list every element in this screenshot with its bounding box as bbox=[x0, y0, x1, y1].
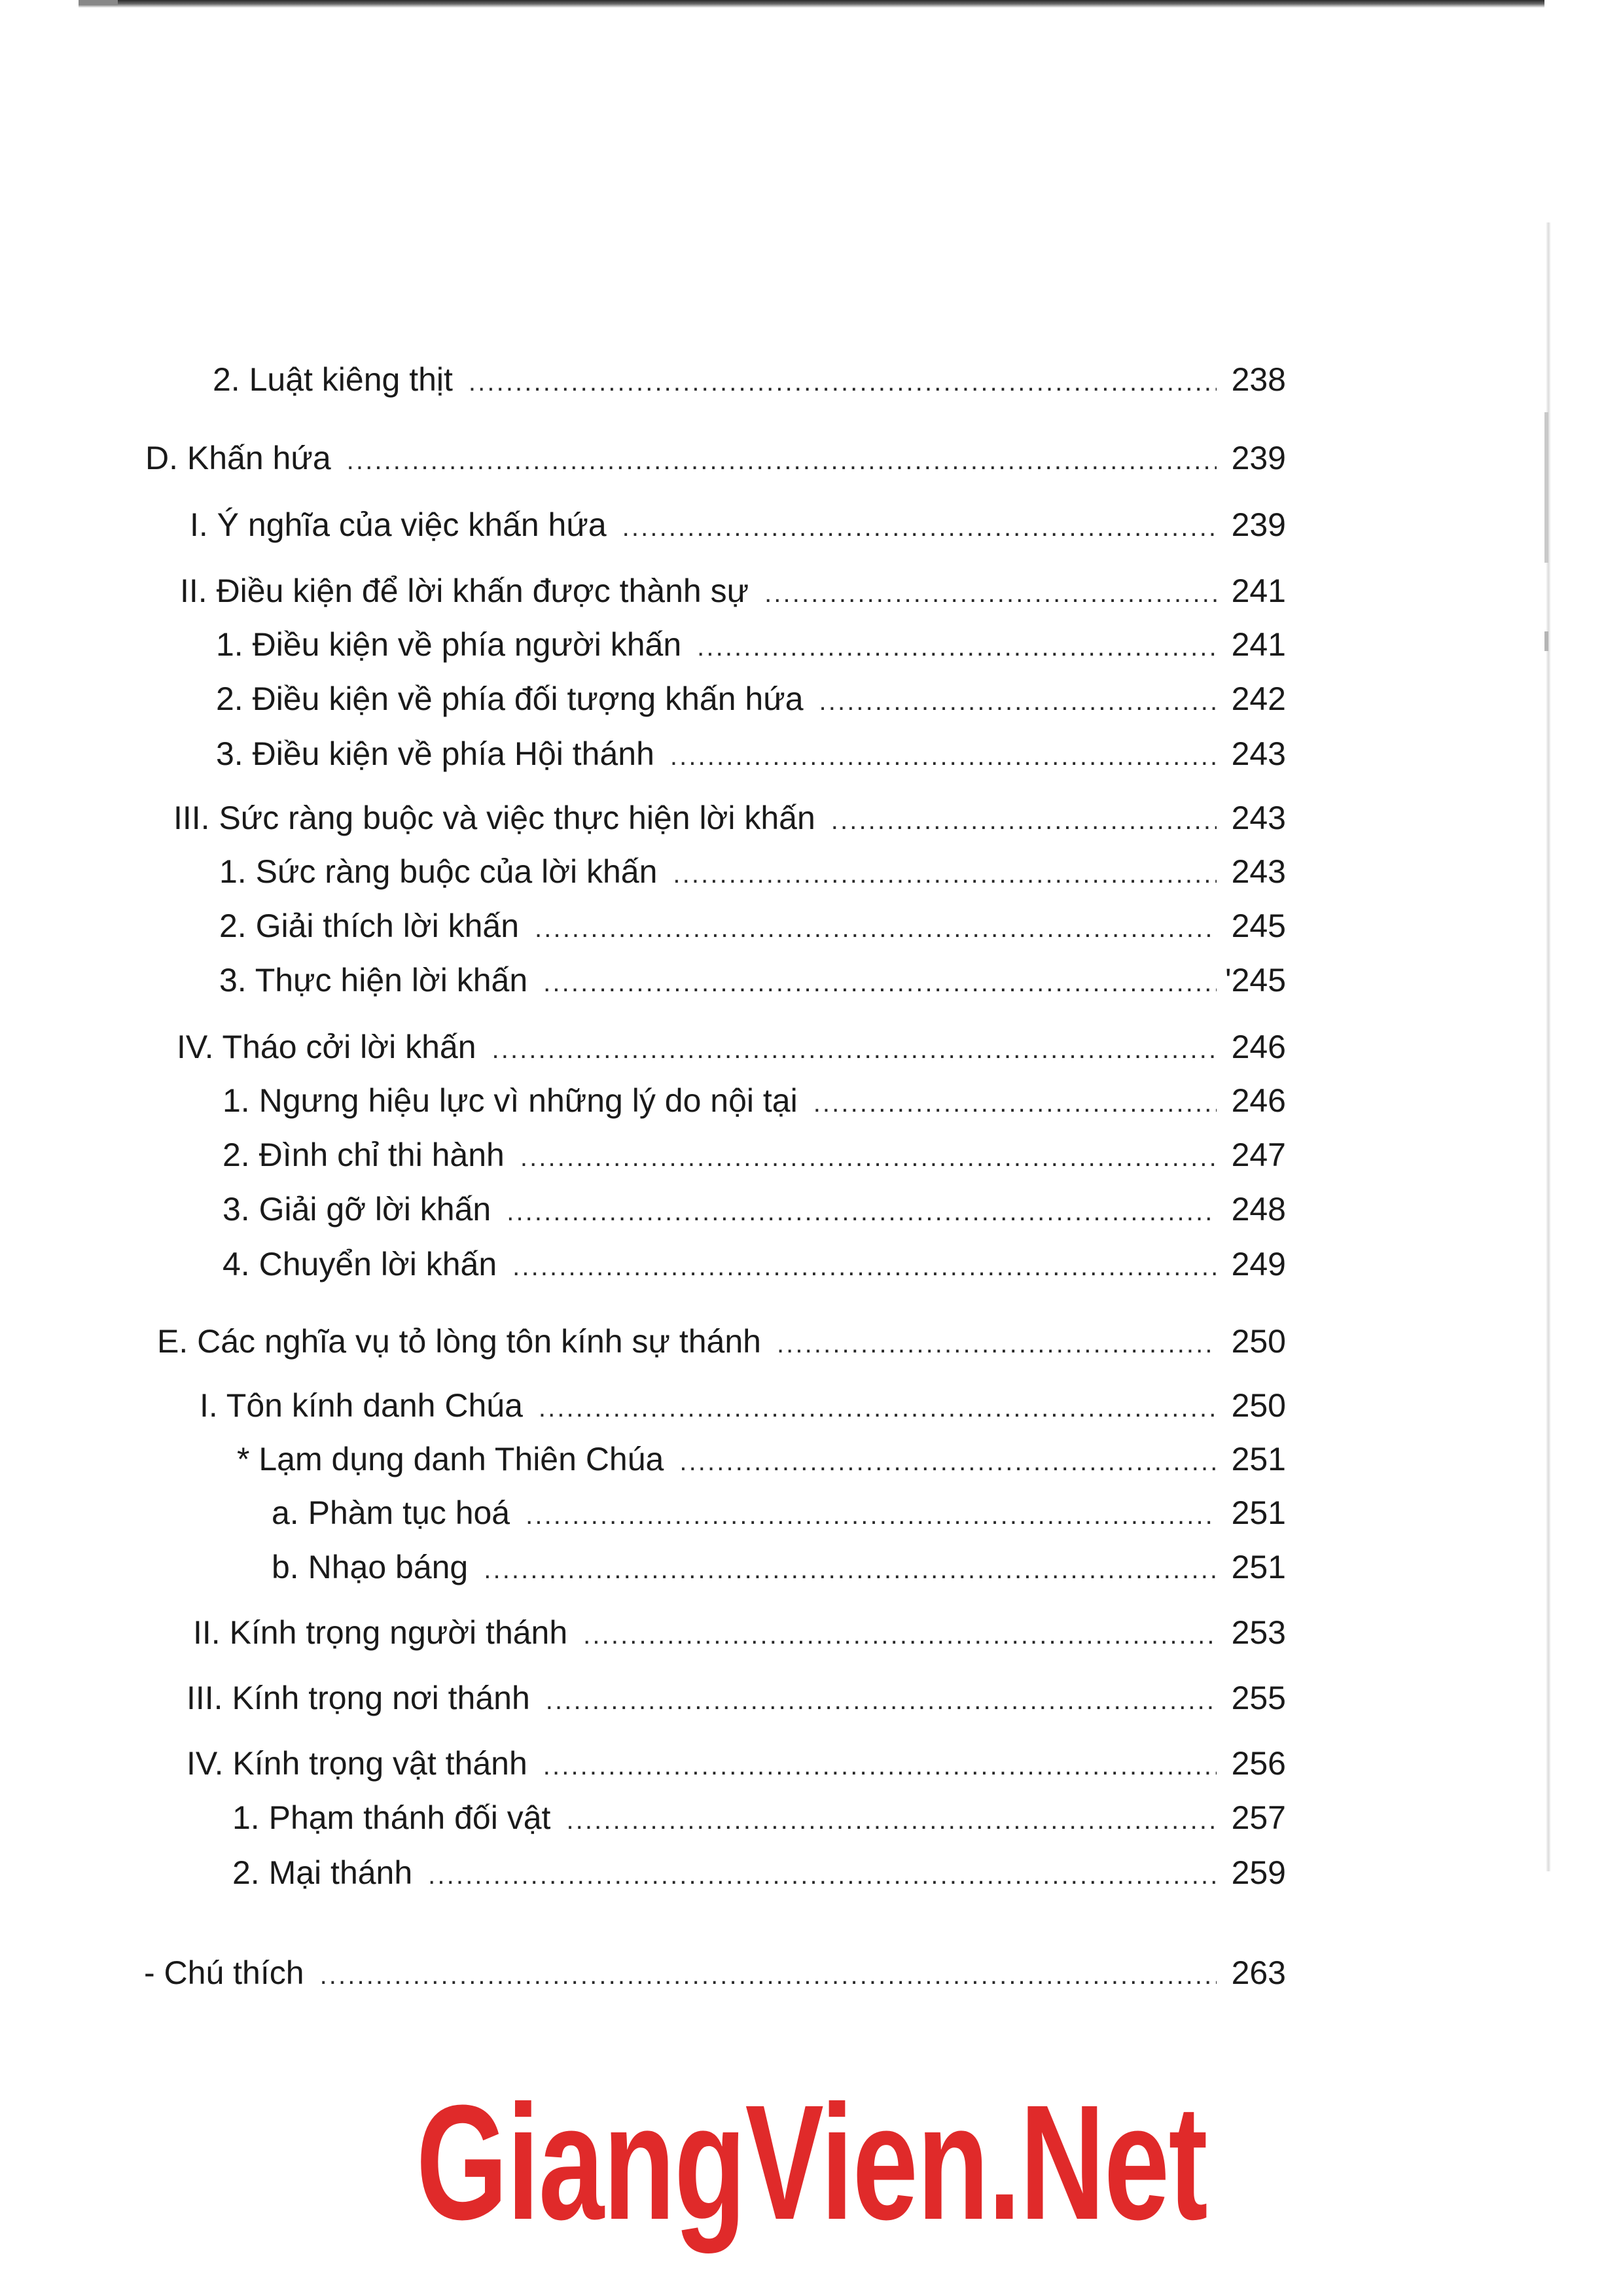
toc-leader-dots bbox=[831, 798, 1217, 843]
toc-leader-dots bbox=[543, 1743, 1217, 1789]
toc-leader-dots bbox=[813, 1080, 1217, 1126]
toc-entry-title: 3. Giải gỡ lời khấn bbox=[223, 1191, 491, 1227]
toc-entry-page: 247 bbox=[1231, 1137, 1286, 1173]
toc-entry-3-thuc-hien bbox=[219, 957, 1286, 1003]
toc-leader-dots bbox=[507, 1189, 1217, 1235]
toc-entry-1-pham-thanh bbox=[232, 1795, 1286, 1841]
toc-entry-title: * Lạm dụng danh Thiên Chúa bbox=[237, 1441, 664, 1477]
toc-entry-page: 251 bbox=[1231, 1441, 1286, 1477]
toc-entry-title: I. Tôn kính danh Chúa bbox=[200, 1387, 523, 1424]
toc-entry-page: 245 bbox=[1231, 908, 1286, 944]
toc-entry-2-mai-thanh bbox=[232, 1850, 1286, 1896]
toc-entry-page: 251 bbox=[1231, 1494, 1286, 1531]
toc-leader-dots bbox=[320, 1952, 1217, 1998]
toc-entry-title: 1. Ngưng hiệu lực vì những lý do nội tại bbox=[223, 1082, 798, 1119]
toc-entry-title: 2. Đình chỉ thi hành bbox=[223, 1137, 505, 1173]
toc-entry-2-giai-thich bbox=[219, 903, 1286, 949]
toc-entry-iii-noi-thanh bbox=[187, 1675, 1286, 1721]
toc-entry-page: 249 bbox=[1231, 1246, 1286, 1282]
toc-leader-dots bbox=[697, 624, 1217, 670]
toc-entry-page: 246 bbox=[1231, 1029, 1286, 1065]
toc-entry-2-luat-kieng-thit bbox=[213, 357, 1286, 402]
toc-entry-1-suc-rang-buoc bbox=[219, 849, 1286, 894]
toc-entry-title: I. Ý nghĩa của việc khấn hứa bbox=[190, 506, 607, 543]
page-right-edge-mark-small bbox=[1544, 631, 1548, 651]
toc-entry-page: 250 bbox=[1231, 1387, 1286, 1424]
toc-entry-i-ton-kinh-danh-chua bbox=[200, 1383, 1286, 1428]
toc-entry-page: 263 bbox=[1231, 1954, 1286, 1991]
toc-entry-2-doi-tuong bbox=[216, 676, 1286, 722]
toc-entry-page: 239 bbox=[1231, 506, 1286, 543]
toc-entry-page: 256 bbox=[1231, 1745, 1286, 1782]
toc-entry-page: 257 bbox=[1231, 1799, 1286, 1836]
toc-entry-2-dinh-chi bbox=[223, 1132, 1286, 1178]
toc-leader-dots bbox=[777, 1321, 1217, 1367]
toc-entry-title: III. Kính trọng nơi thánh bbox=[187, 1680, 530, 1716]
toc-leader-dots bbox=[347, 438, 1217, 484]
toc-entry-title: 4. Chuyển lời khấn bbox=[223, 1246, 497, 1282]
toc-leader-dots bbox=[539, 1385, 1217, 1431]
toc-entry-page: 243 bbox=[1231, 735, 1286, 772]
toc-entry-title: 2. Điều kiện về phía đối tượng khấn hứa bbox=[216, 680, 804, 717]
toc-entry-title: II. Điều kiện để lời khấn được thành sự bbox=[180, 573, 749, 609]
toc-entry-page: 251 bbox=[1231, 1549, 1286, 1585]
toc-entry-title: 2. Luật kiêng thịt bbox=[213, 361, 453, 398]
toc-entry-page: 241 bbox=[1231, 573, 1286, 609]
toc-leader-dots bbox=[679, 1439, 1217, 1485]
toc-entry-title: 3. Điều kiện về phía Hội thánh bbox=[216, 735, 654, 772]
toc-entry-b-nhao-bang bbox=[272, 1544, 1286, 1590]
toc-entry-title: IV. Kính trọng vật thánh bbox=[187, 1745, 527, 1782]
toc-leader-dots bbox=[819, 679, 1217, 724]
toc-entry-page: 248 bbox=[1231, 1191, 1286, 1227]
toc-entry-page: 253 bbox=[1231, 1614, 1286, 1651]
toc-leader-dots bbox=[535, 906, 1217, 951]
toc-leader-dots bbox=[469, 359, 1217, 405]
toc-entry-title: D. Khấn hứa bbox=[145, 440, 331, 476]
toc-entry-title: 3. Thực hiện lời khấn bbox=[219, 962, 528, 998]
toc-leader-dots bbox=[670, 733, 1217, 779]
toc-entry-3-hoi-thanh bbox=[216, 731, 1286, 777]
toc-entry-title: - Chú thích bbox=[144, 1954, 304, 1991]
toc-entry-d-khan-hua bbox=[145, 435, 1286, 481]
toc-entry-page: 246 bbox=[1231, 1082, 1286, 1119]
toc-entry-title: 2. Mại thánh bbox=[232, 1854, 413, 1891]
toc-leader-dots bbox=[583, 1612, 1217, 1658]
toc-entry-page: 241 bbox=[1231, 626, 1286, 663]
toc-entry-ii-nguoi-thanh bbox=[193, 1610, 1286, 1655]
toc-entry-title: 1. Sức ràng buộc của lời khấn bbox=[219, 853, 658, 890]
toc-entry-title: II. Kính trọng người thánh bbox=[193, 1614, 568, 1651]
toc-entry-a-pham-tuc-hoa bbox=[272, 1490, 1286, 1536]
toc-entry-page: 259 bbox=[1231, 1854, 1286, 1891]
toc-leader-dots bbox=[622, 504, 1217, 550]
page-top-edge-shadow bbox=[79, 0, 1544, 8]
toc-entry-page: 242 bbox=[1231, 680, 1286, 717]
toc-entry-i-y-nghia bbox=[190, 502, 1286, 548]
toc-entry-4-chuyen bbox=[223, 1241, 1286, 1287]
toc-entry-title: a. Phàm tục hoá bbox=[272, 1494, 510, 1531]
toc-entry-page: 250 bbox=[1231, 1323, 1286, 1360]
toc-entry-iv-vat-thanh bbox=[187, 1740, 1286, 1786]
toc-leader-dots bbox=[566, 1797, 1217, 1843]
toc-entry-page: 239 bbox=[1231, 440, 1286, 476]
toc-entry-title: 1. Phạm thánh đối vật bbox=[232, 1799, 551, 1836]
toc-entry-title: IV. Tháo cởi lời khấn bbox=[177, 1029, 476, 1065]
toc-leader-dots bbox=[512, 1244, 1217, 1290]
toc-entry-page: 255 bbox=[1231, 1680, 1286, 1716]
toc-leader-dots bbox=[546, 1678, 1217, 1723]
toc-entry-page: 243 bbox=[1231, 800, 1286, 836]
toc-entry-title: E. Các nghĩa vụ tỏ lòng tôn kính sự thánh bbox=[157, 1323, 761, 1360]
toc-entry-1-nguoi-khan bbox=[216, 622, 1286, 667]
toc-entry-lam-dung-danh bbox=[237, 1436, 1286, 1482]
toc-entry-page: '245 bbox=[1225, 962, 1286, 998]
toc-leader-dots bbox=[673, 851, 1217, 897]
toc-leader-dots bbox=[428, 1852, 1217, 1898]
toc-entry-3-giai-go bbox=[223, 1186, 1286, 1232]
toc-entry-page: 238 bbox=[1231, 361, 1286, 398]
toc-leader-dots bbox=[520, 1135, 1217, 1180]
toc-entry-title: 2. Giải thích lời khấn bbox=[219, 908, 520, 944]
toc-entry-iv-thao-coi bbox=[177, 1024, 1286, 1070]
toc-entry-iii-suc-rang-buoc bbox=[173, 795, 1286, 841]
page-top-edge-mark bbox=[79, 0, 118, 5]
toc-entry-title: b. Nhạo báng bbox=[272, 1549, 469, 1585]
toc-entry-chu-thich bbox=[144, 1950, 1286, 1996]
toc-entry-title: III. Sức ràng buộc và việc thực hiện lời khấn bbox=[173, 800, 815, 836]
toc-leader-dots bbox=[526, 1492, 1217, 1538]
toc-entry-page: 243 bbox=[1231, 853, 1286, 890]
toc-entry-e-nghia-vu bbox=[157, 1318, 1286, 1364]
toc-leader-dots bbox=[764, 571, 1217, 616]
toc-entry-1-ngung-hieu-luc bbox=[223, 1078, 1286, 1123]
toc-entry-ii-dieu-kien bbox=[180, 568, 1286, 614]
watermark-logo-text: GiangVien.Net bbox=[416, 2071, 1207, 2253]
toc-leader-dots bbox=[484, 1547, 1217, 1593]
page-right-edge-mark bbox=[1544, 412, 1548, 563]
toc-entry-title: 1. Điều kiện về phía người khấn bbox=[216, 626, 682, 663]
toc-leader-dots bbox=[543, 960, 1217, 1006]
toc-leader-dots bbox=[492, 1027, 1217, 1072]
